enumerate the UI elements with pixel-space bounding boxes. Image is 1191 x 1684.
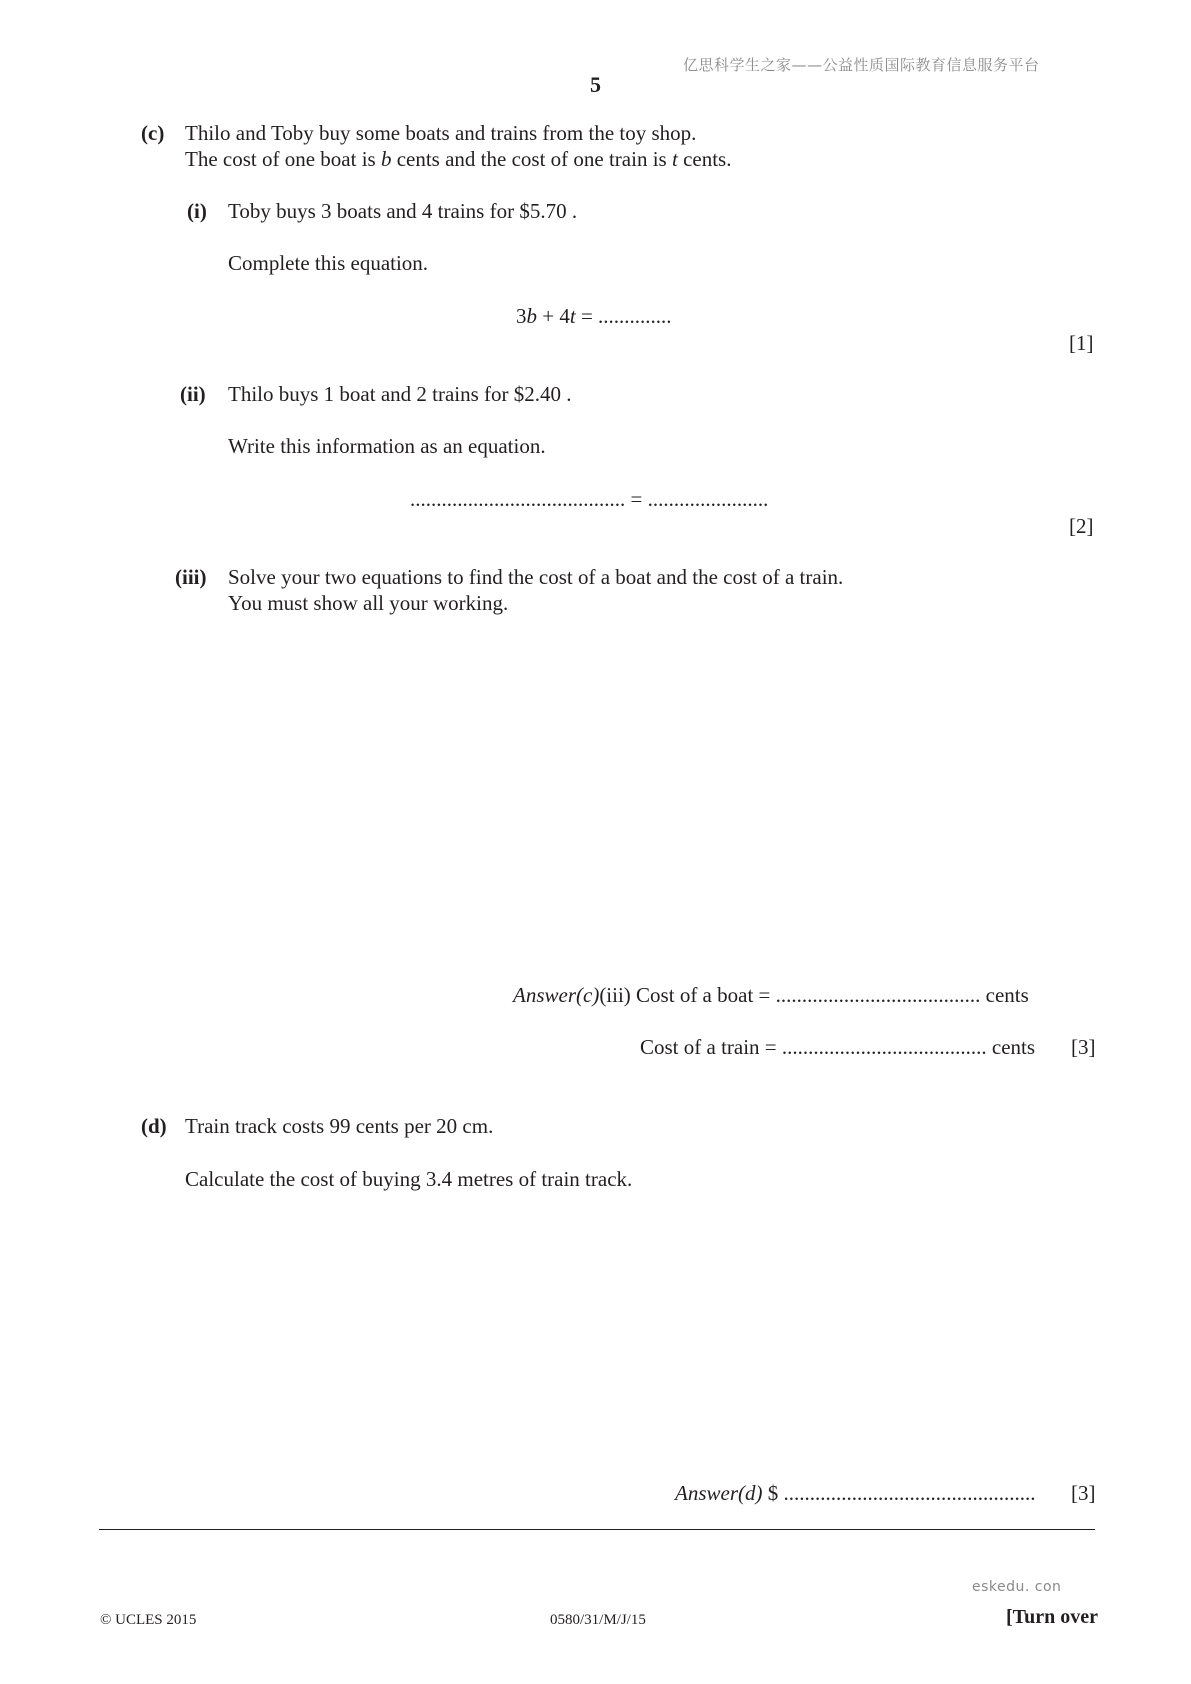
footer-divider bbox=[99, 1529, 1095, 1530]
part-c-iii-label: (iii) bbox=[175, 565, 207, 589]
watermark-top: 亿思科学生之家——公益性质国际教育信息服务平台 bbox=[683, 56, 1040, 74]
variable-b: b bbox=[380, 147, 392, 171]
part-d-label: (d) bbox=[141, 1114, 167, 1138]
footer-copyright: © UCLES 2015 bbox=[100, 1612, 197, 1628]
footer-turn-over: [Turn over bbox=[1006, 1606, 1099, 1628]
part-c-label: (c) bbox=[141, 121, 165, 145]
part-c-intro-line1: Thilo and Toby buy some boats and trains from the toy shop. bbox=[185, 121, 697, 145]
part-d-text: Train track costs 99 cents per 20 cm. bbox=[185, 1114, 494, 1138]
part-c-i-text: Toby buys 3 boats and 4 trains for $5.70 . bbox=[228, 199, 578, 223]
part-c-i-marks: [1] bbox=[1069, 331, 1094, 355]
part-c-iii-line1: Solve your two equations to find the cost of a boat and the cost of a train. bbox=[228, 565, 844, 589]
part-c-ii-marks: [2] bbox=[1069, 514, 1094, 538]
answer-boat-text: (iii) Cost of a boat = ....................................... cents bbox=[599, 983, 1029, 1007]
part-d-instruction: Calculate the cost of buying 3.4 metres of train track. bbox=[185, 1167, 633, 1191]
working-area-c-iii[interactable] bbox=[228, 630, 1088, 960]
answer-d-blank: $ ................................................ bbox=[762, 1481, 1036, 1505]
intro-text-b: cents and the cost of one train is bbox=[391, 147, 672, 171]
intro-text-c: cents. bbox=[677, 147, 732, 171]
part-d-marks: [3] bbox=[1071, 1481, 1096, 1505]
part-c-ii-text: Thilo buys 1 boat and 2 trains for $2.40 . bbox=[228, 382, 572, 406]
intro-text-a: The cost of one boat is bbox=[185, 147, 381, 171]
part-c-i-label: (i) bbox=[187, 199, 207, 223]
variable-t: t bbox=[671, 147, 678, 171]
answer-d-prefix: Answer(d) bbox=[675, 1481, 763, 1505]
watermark-bottom: eskedu. con bbox=[972, 1579, 1062, 1595]
part-c-i-equation bbox=[516, 303, 672, 329]
answer-c-iii-train[interactable]: Cost of a train = ....................................... cents bbox=[640, 1035, 1036, 1059]
answer-c-iii-boat[interactable] bbox=[513, 982, 1029, 1008]
part-c-ii-label: (ii) bbox=[180, 382, 206, 406]
eq-plus-4: + 4 bbox=[537, 304, 570, 328]
part-c-iii-line2: You must show all your working. bbox=[228, 591, 509, 615]
page-number: 5 bbox=[590, 72, 601, 97]
part-c-i-instruction: Complete this equation. bbox=[228, 251, 429, 275]
eq-var-t: t bbox=[569, 304, 576, 328]
working-area-d[interactable] bbox=[185, 1210, 1085, 1470]
eq-coef-3: 3 bbox=[516, 304, 527, 328]
footer-paper-code: 0580/31/M/J/15 bbox=[550, 1612, 646, 1628]
part-c-intro-line2 bbox=[185, 146, 731, 172]
answer-d[interactable] bbox=[675, 1480, 1036, 1506]
part-c-ii-instruction: Write this information as an equation. bbox=[228, 434, 546, 458]
eq-var-b: b bbox=[526, 304, 537, 328]
part-c-iii-marks: [3] bbox=[1071, 1035, 1096, 1059]
eq-answer-blank[interactable]: = .............. bbox=[575, 304, 672, 328]
answer-c-prefix: Answer(c) bbox=[513, 983, 600, 1007]
part-c-ii-equation-blank[interactable]: ......................................... = ....................... bbox=[410, 487, 769, 511]
